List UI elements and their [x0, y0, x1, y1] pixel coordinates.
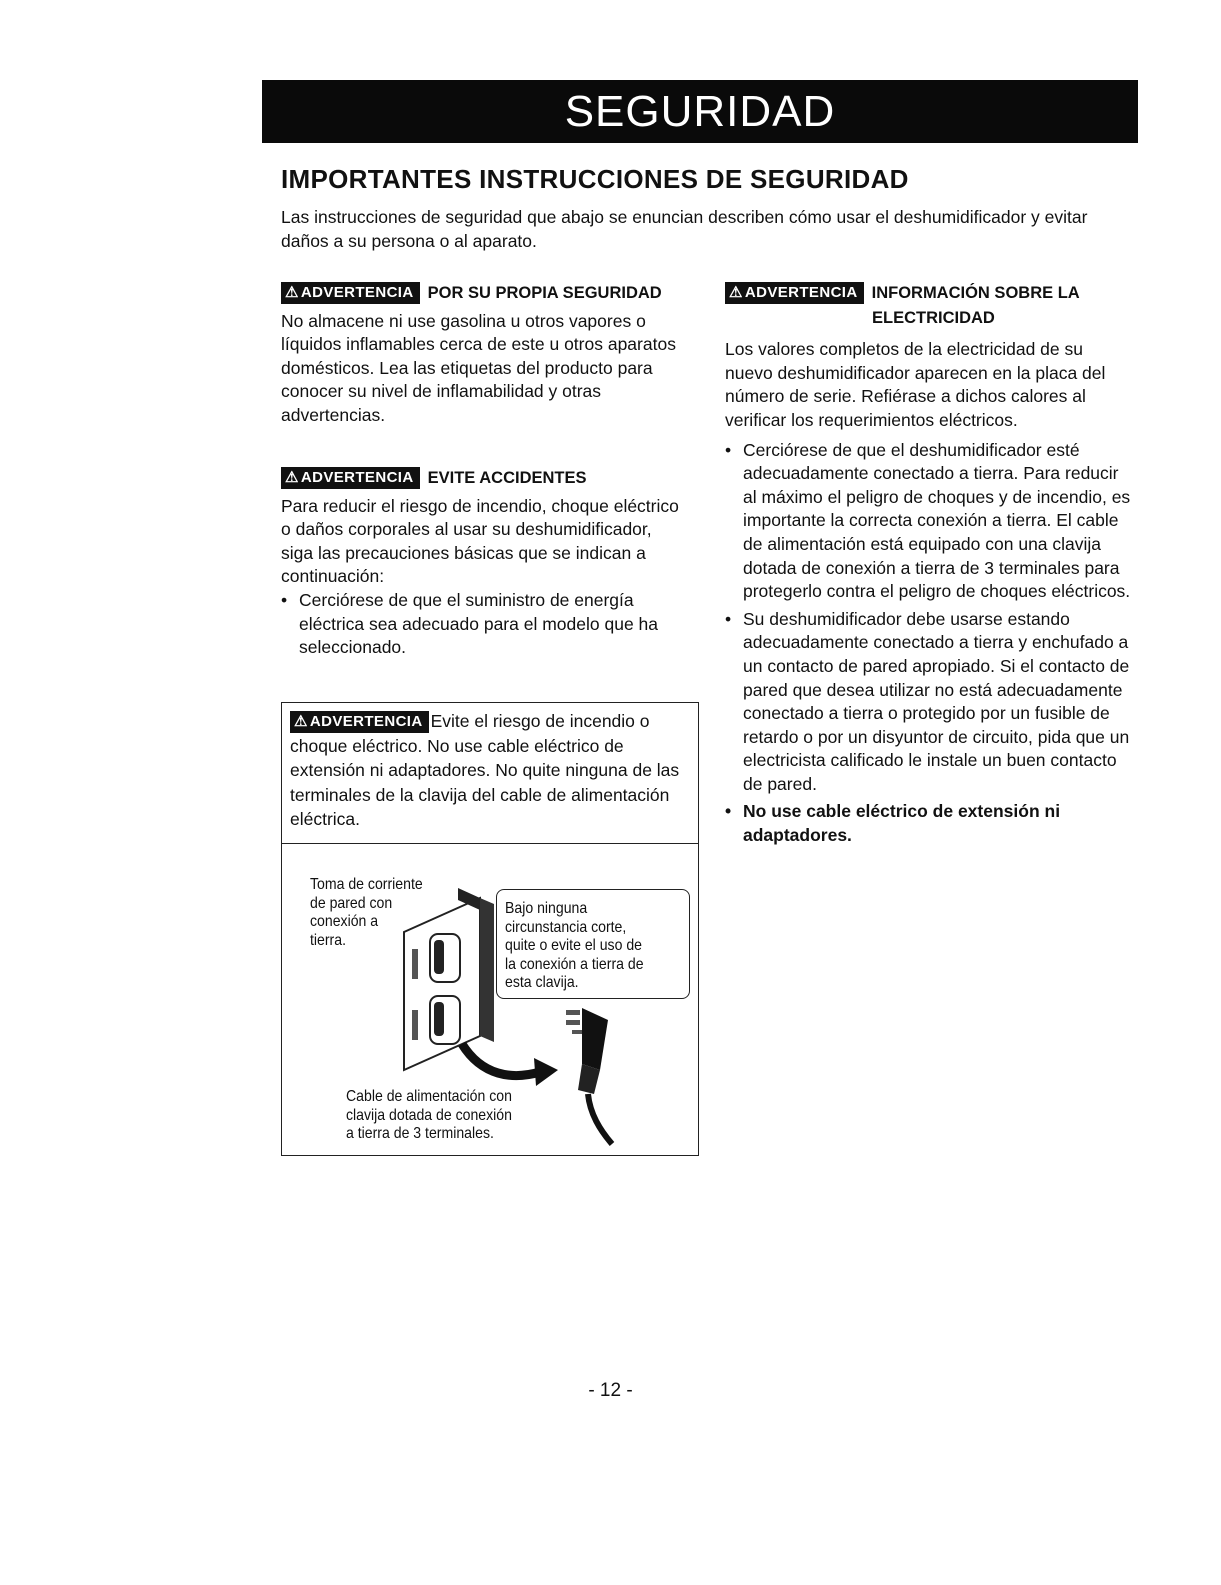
callout-box — [496, 889, 690, 999]
section-heading: IMPORTANTES INSTRUCCIONES DE SEGURIDAD — [281, 164, 909, 194]
avoid-accidents-body: Para reducir el riesgo de incendio, choque eléctrico o daños corporales al usar su deshumidificador, siga las precauciones básicas que se indican a continuación: — [281, 495, 679, 587]
intro-paragraph: Las instrucciones de seguridad que abajo se enuncian describen cómo usar el deshumidificador y evitar daños a su persona o al aparato. — [281, 207, 1088, 251]
warning-badge: ⚠ ADVERTENCIA — [281, 467, 420, 489]
warning-badge: ⚠ ADVERTENCIA — [290, 711, 429, 733]
warning-badge: ⚠ ADVERTENCIA — [281, 282, 420, 304]
own-safety-body: No almacene ni use gasolina u otros vapores o líquidos inflamables cerca de este u otros aparatos domésticos. Lea las etiquetas del producto para conocer su nivel de inflamabilidad y otras advertencias. — [281, 310, 676, 425]
electricity-title-line2: ELECTRICIDAD — [872, 308, 995, 327]
electricity-body: Los valores completos de la electricidad de su nuevo deshumidificador aparecen en la placa del número de serie. Refiérase a dichos calores al verificar los requerimientos eléctricos. — [725, 339, 1106, 430]
list-item: • Cerciórese de que el suministro de energía eléctrica sea adecuado para el modelo que ha seleccionado. — [281, 589, 658, 658]
electricity-title: INFORMACIÓN SOBRE LA — [871, 284, 1080, 302]
banner-title: SEGURIDAD — [564, 87, 836, 136]
avoid-accidents-title: EVITE ACCIDENTES — [427, 469, 587, 487]
list-item: • Cerciórese de que el deshumidificador esté adecuadamente conectado a tierra. Para reducir al máximo el peligro de choques y de incendio, es importante la correcta conexión a tierra. El cable de alimentación está equipado con una clavija dotada de conexión a tierra de 3 terminales para protegerlo contra el peligro de choques eléctricos. — [725, 439, 1131, 602]
electricity-section — [725, 281, 1135, 848]
list-item: • Su deshumidificador debe usarse estando adecuadamente conectado a tierra y enchufado a un contacto de pared apropiado. Si el contacto de pared que desea utilizar no está adecuadamente conectado a tierra o protegido por un fusible de retardo o por un disyuntor de circuito, pida que un electricista calificado le instale un buen contacto de pared. — [725, 608, 1130, 794]
grounded-outlet-figure — [282, 844, 698, 1154]
own-safety-title: POR SU PROPIA SEGURIDAD — [427, 284, 662, 302]
outlet-label: Toma de corriente de pared con conexión a tierra. — [310, 876, 423, 949]
warning-triangle-icon: ⚠ — [294, 713, 308, 731]
warning-badge: ⚠ ADVERTENCIA — [725, 282, 864, 304]
warning-triangle-icon: ⚠ — [729, 284, 743, 302]
own-safety-section — [281, 281, 681, 428]
warning-triangle-icon: ⚠ — [285, 469, 299, 487]
box-warning-text: ⚠ ADVERTENCIA Evite el riesgo de incendio o choque eléctrico. No use cable eléctrico de extensión ni adaptadores. No quite ninguna de las terminales de la clavija del cable de alimentación eléctrica. — [290, 711, 680, 830]
list-item: • No use cable eléctrico de extensión ni adaptadores. — [725, 801, 1061, 846]
page-number: - 12 - — [588, 1380, 633, 1401]
cord-label: Cable de alimentación con clavija dotada de conexión a tierra de 3 terminales. — [346, 1088, 512, 1142]
warning-triangle-icon: ⚠ — [285, 284, 299, 302]
page-banner — [262, 80, 1138, 143]
avoid-accidents-section — [281, 466, 681, 660]
extension-cord-warning-box — [281, 702, 699, 1156]
callout-text: Bajo ninguna circunstancia corte, quite o evite el uso de la conexión a tierra de esta clavija. — [505, 900, 644, 991]
